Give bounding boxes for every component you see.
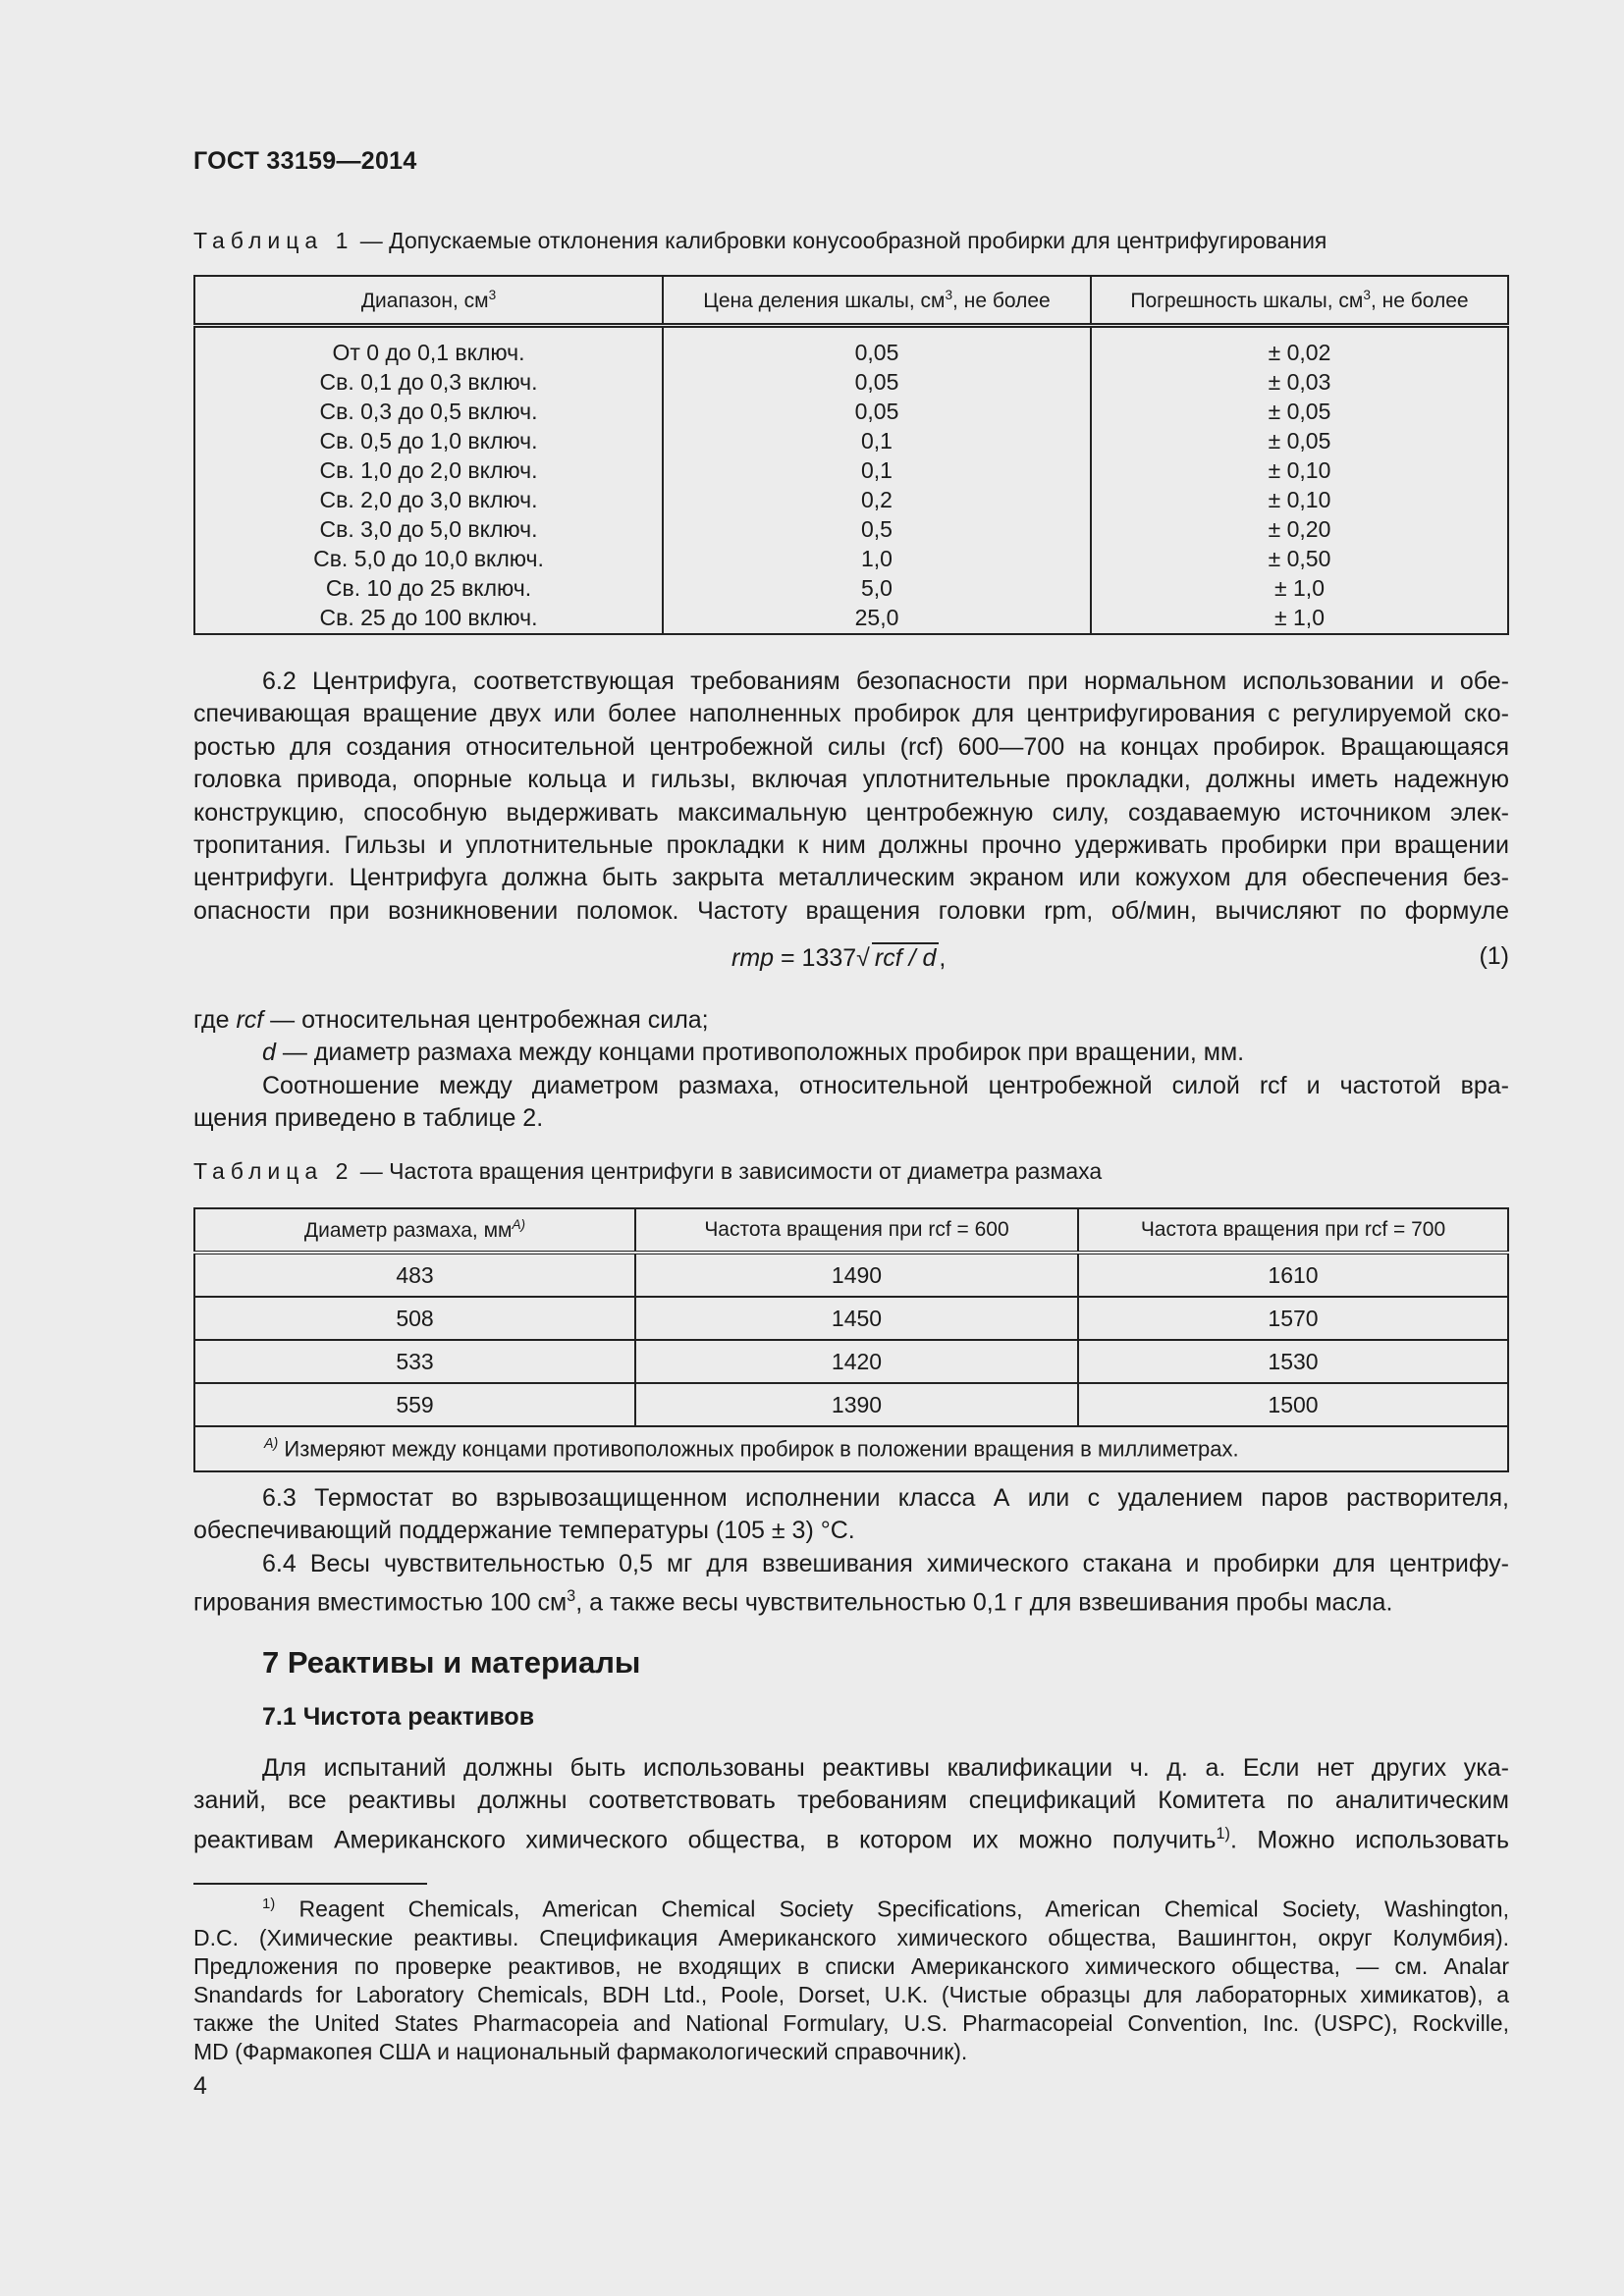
table1-caption-text: — Допускаемые отклонения калибровки конусообразной пробирки для центрифугирования [353,228,1327,253]
legend-relation: Соотношение между диаметром размаха, относительной центробежной силой rcf и частотой вра- [262,1071,1509,1099]
para-line: спечивающая вращение двух или более наполненных пробирок для центрифугирования с регулируемой ско- [193,700,1509,728]
table2-caption-label: Таблица 2 [193,1158,354,1184]
section-7-title: 7 Реактивы и материалы [262,1645,641,1680]
legend-d: d — диаметр размаха между концами противоположных пробирок при вращении, мм. [262,1039,1245,1067]
table-cell: ± 0,10 [1268,487,1331,512]
table-row: 533 1420 1530 [194,1340,1508,1383]
table2 [193,1207,1509,1472]
table-cell: 0,05 [854,340,899,365]
table-cell: 0,5 [861,516,893,542]
table-cell: ± 0,50 [1268,546,1331,571]
table-cell: ± 1,0 [1274,575,1325,601]
para-line: центрифуги. Центрифуга должна быть закрыта металлическим экраном или кожухом для обеспечения без- [193,864,1509,892]
table-cell: Св. 3,0 до 5,0 включ. [319,516,538,542]
table-cell: Св. 0,1 до 0,3 включ. [319,369,538,395]
table-row: 559 1390 1500 [194,1383,1508,1426]
table-cell: Св. 0,5 до 1,0 включ. [319,428,538,454]
paragraph-7-1: Для испытаний должны быть использованы реактивы квалификации ч. д. а. Если нет других ука- заний, все реактивы должны соответствовать требованиям спецификаций Комитета по аналитическим реактивам Американского химического общества, в котором их можно получить$^{1)}$. Можно использовать [193,1754,1509,1854]
table-row: 508 1450 1570 [194,1297,1508,1340]
table-row: 483 1490 1610 [194,1253,1508,1297]
table1-header-error: Погрешность шкалы, $см^3$, не более [1091,276,1508,326]
table-cell: 1,0 [861,546,893,571]
footnote-separator [193,1883,427,1885]
table1-col-error [1091,326,1508,635]
document-header: ГОСТ 33159—2014 [193,147,417,175]
table1 [193,275,1509,635]
table-cell: ± 0,05 [1268,399,1331,424]
page-number: 4 [193,2072,207,2100]
table2-caption [193,1158,1102,1185]
table1-header-row [194,276,1508,326]
table-cell: Св. 10 до 25 включ. [325,575,532,601]
table-cell: Св. 25 до 100 включ. [319,605,538,630]
legend-relation-end: щения приведено в таблице 2. [193,1104,544,1133]
table-cell: ± 1,0 [1274,605,1325,630]
table1-header-division: Цена деления шкалы, $см^3$, не более [663,276,1091,326]
table2-header-rpm600: Частота вращения при rcf = 600 [635,1208,1078,1253]
table2-caption-text: — Частота вращения центрифуги в зависимости от диаметра размаха [353,1158,1103,1184]
table-cell: ± 0,05 [1268,428,1331,454]
table2-header-row [194,1208,1508,1253]
table-cell: 0,05 [854,369,899,395]
table-cell: Св. 2,0 до 3,0 включ. [319,487,538,512]
table-cell: ± 0,20 [1268,516,1331,542]
table1-caption [193,228,1326,254]
paragraph-6-4: 6.4 Весы чувствительностью 0,5 мг для взвешивания химического стакана и пробирки для центрифу- гирования вместимостью 100 $см^3$, а также весы чувствительностью 0,1 г для взвешивания пробы масла. [193,1550,1509,1617]
para-line: 6.2 Центрифуга, соответствующая требованиям безопасности при нормальном использовании и обе- [262,667,1509,695]
formula-1 [193,942,1509,982]
table-cell: Св. 1,0 до 2,0 включ. [319,457,538,483]
para-line: опасности при возникновении поломок. Частоту вращения головки rpm, об/мин, вычисляют по формуле [193,896,1509,925]
table1-header-range: Диапазон, $см^3$ [194,276,663,326]
para-line: головка привода, опорные кольца и гильзы, включая уплотнительные прокладки, должны иметь надежную [193,766,1509,794]
table-cell: ± 0,03 [1268,369,1331,395]
table-cell: ± 0,10 [1268,457,1331,483]
table-cell: 0,1 [861,428,893,454]
table-cell: 25,0 [854,605,899,630]
table1-body-row [194,326,1508,635]
legend-rcf: где rcf — относительная центробежная сила; [193,1006,709,1034]
table-cell: Св. 5,0 до 10,0 включ. [313,546,544,571]
table2-note-row [194,1426,1508,1471]
table-cell: 0,2 [861,487,893,512]
table1-caption-label: Таблица 1 [193,228,354,253]
table2-header-rpm700: Частота вращения при rcf = 700 [1078,1208,1508,1253]
table-cell: 0,05 [854,399,899,424]
footnote-1: $^{1)}$ Reagent Chemicals, American Chemical Society Specifications, American Chemical Society, Washington, D.C. (Химические реактивы. Спецификация Американского химического общества, Вашингтон, округ Колумбия). Предложения по проверке реактивов, не входящих в списки Американского химического общества, — см. Analar Snandards for Laboratory Chemicals, BDH Ltd., Poole, Dorset, U.K. (Чистые образцы для лабораторных химикатов), а также the United States Pharmacopeia and National Formulary, U.S. Pharmacopeial Convention, Inc. (USPC), Rockville, MD (Фармакопея США и национальный фармакологический справочник). [193,1896,1509,2064]
table2-header-diameter: Диаметр размаха, $мм^{A)}$ [194,1208,635,1253]
table-cell: 5,0 [861,575,893,601]
formula-number: (1) [1479,942,1509,970]
table-cell: От 0 до 0,1 включ. [332,340,525,365]
paragraph-6-3: 6.3 Термостат во взрывозащищенном исполнении класса А или с удалением паров растворителя, обеспечивающий поддержание температуры (105 ± 3) °С. [193,1484,1509,1545]
table-cell: 0,1 [861,457,893,483]
table1-col-range [194,326,663,635]
paragraph-6-2 [193,666,1509,928]
para-line: ростью для создания относительной центробежной силы (rcf) 600—700 на концах пробирок. Вращающаяся [193,732,1509,761]
para-line: тропитания. Гильзы и уплотнительные прокладки к ним должны прочно удерживать пробирки при вращении [193,831,1509,860]
section-7-1-title: 7.1 Чистота реактивов [262,1703,535,1731]
table2-note: $^{A)}$ Измеряют между концами противоположных пробирок в положении вращения в миллиметрах. [194,1426,1508,1471]
table-cell: ± 0,02 [1268,340,1331,365]
para-line: конструкцию, способную выдерживать максимальную центробежную силу, создаваемую источником элек- [193,798,1509,827]
table-cell: Св. 0,3 до 0,5 включ. [319,399,538,424]
table1-col-division [663,326,1091,635]
formula-legend [193,1004,1509,1136]
formula-expression: rmp = 1337√ rcf / d , [731,944,947,972]
